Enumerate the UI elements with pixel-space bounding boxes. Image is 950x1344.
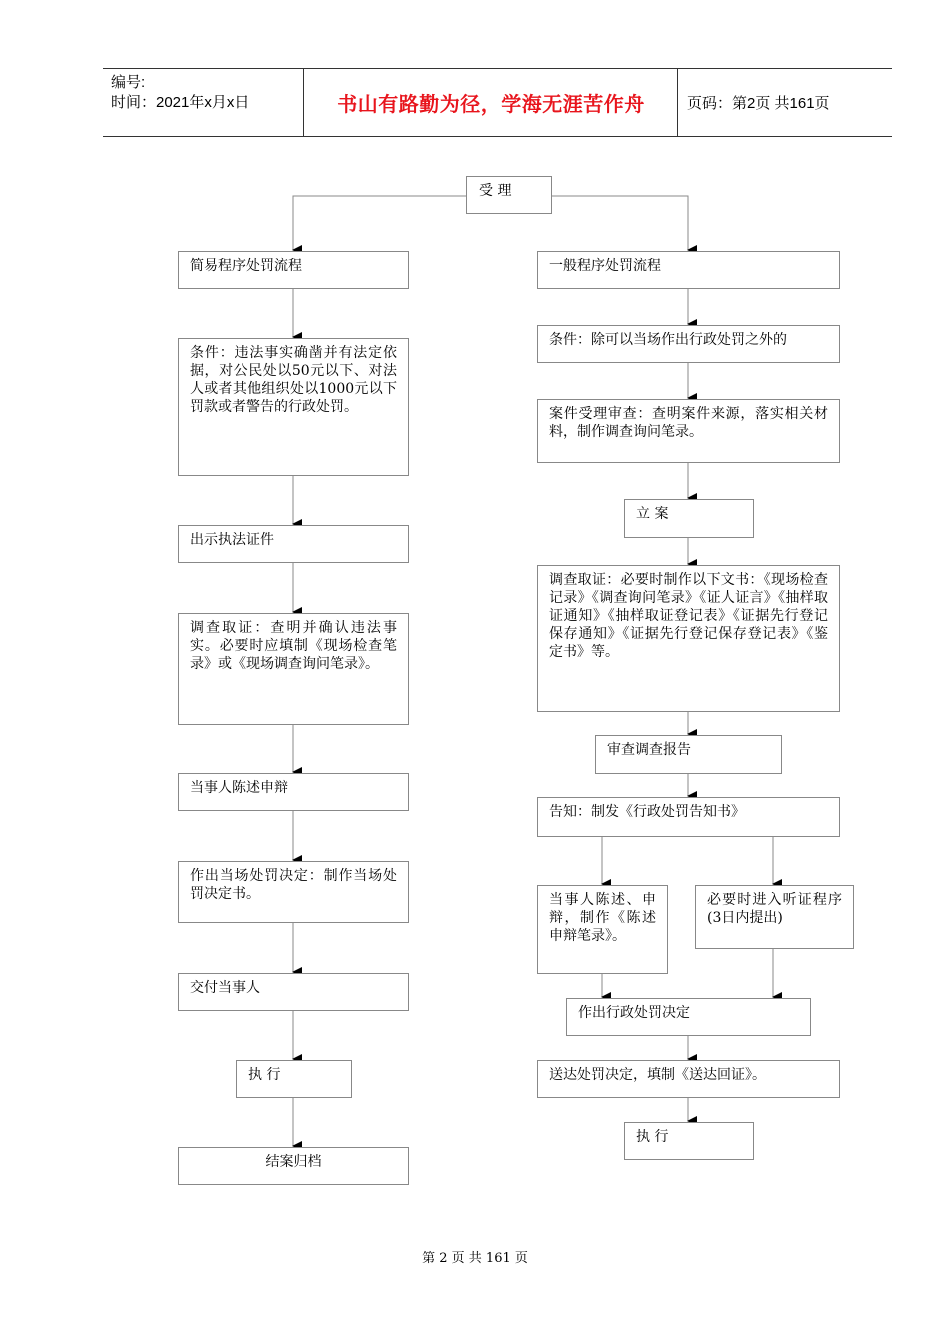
hearing-box: 必要时进入听证程序(3日内提出) [695, 885, 854, 949]
simple-investigate-box: 调查取证：查明并确认违法事实。必要时应填制《现场检查笔录》或《现场调查询问笔录》。 [178, 613, 409, 725]
page-footer: 第 2 页 共 161 页 [422, 1251, 528, 1266]
start-box: 受 理 [466, 176, 552, 214]
case-review-box: 案件受理审查：查明案件来源，落实相关材料，制作调查询问笔录。 [537, 399, 840, 463]
arrow [552, 196, 688, 250]
review-report-box: 审查调查报告 [595, 735, 782, 774]
deliver-party-box: 交付当事人 [178, 973, 409, 1011]
arrow [293, 196, 466, 250]
header-motto: 书山有路勤为径，学海无涯苦作舟 [337, 92, 645, 116]
general-statement-box: 当事人陈述、申辩，制作《陈述申辩笔录》。 [537, 885, 668, 974]
general-investigate-box: 调查取证：必要时制作以下文书：《现场检查记录》《调查询问笔录》《证人证言》《抽样取证通知》《抽样取证登记表》《证据先行登记保存通知》《证据先行登记保存登记表》《鉴定书》等。 [537, 565, 840, 712]
simple-execute-box: 执 行 [236, 1060, 352, 1098]
archive-box: 结案归档 [178, 1147, 409, 1185]
simple-procedure-title: 简易程序处罚流程 [178, 251, 409, 289]
notify-box: 告知：制发《行政处罚告知书》 [537, 797, 840, 837]
general-execute-box: 执 行 [624, 1122, 754, 1160]
register-case-box: 立 案 [624, 499, 754, 538]
general-procedure-title: 一般程序处罚流程 [537, 251, 840, 289]
penalty-decision-box: 作出行政处罚决定 [566, 998, 811, 1036]
general-condition-box: 条件：除可以当场作出行政处罚之外的 [537, 325, 840, 363]
header-number: 编号: [111, 74, 146, 91]
header-page: 页码：第2页 共161页 [687, 95, 830, 112]
header-time: 时间：2021年x月x日 [111, 94, 250, 111]
simple-condition-box: 条件：违法事实确凿并有法定依据，对公民处以50元以下、对法人或者其他组织处以1000元以下罚款或者警告的行政处罚。 [178, 338, 409, 476]
show-id-box: 出示执法证件 [178, 525, 409, 563]
simple-statement-box: 当事人陈述申辩 [178, 773, 409, 811]
onsite-decision-box: 作出当场处罚决定：制作当场处罚决定书。 [178, 861, 409, 923]
deliver-decision-box: 送达处罚决定，填制《送达回证》。 [537, 1060, 840, 1098]
